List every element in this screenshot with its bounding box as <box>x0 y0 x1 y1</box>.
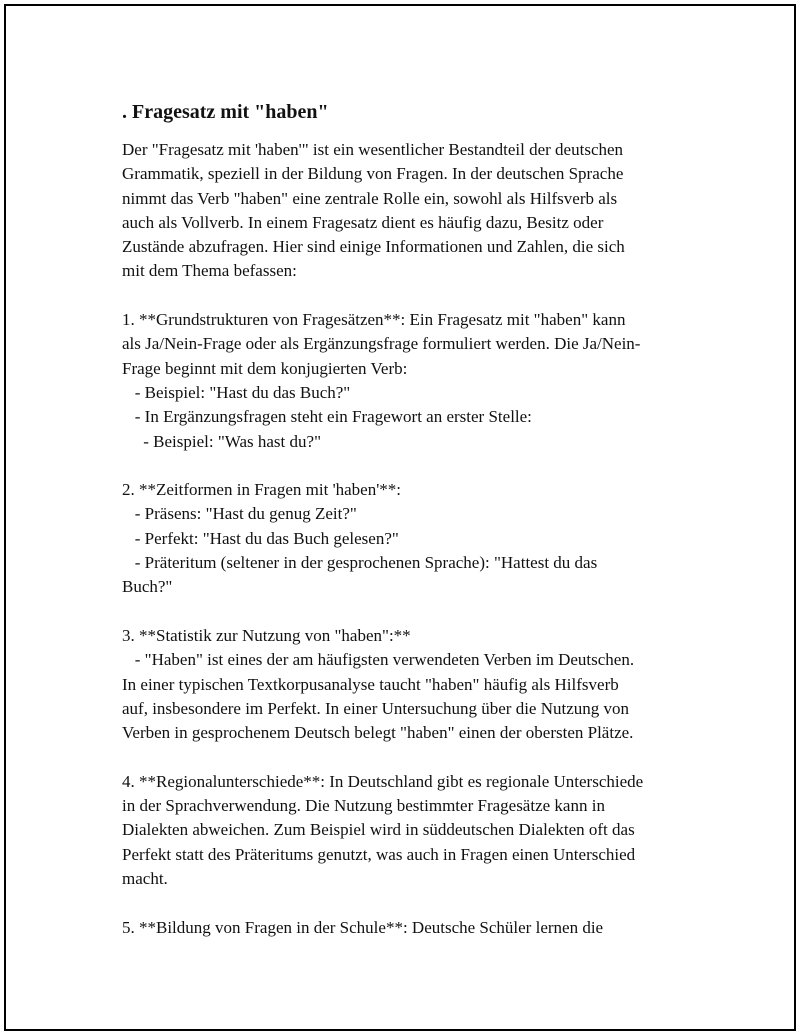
section-bildung-schule: 5. **Bildung von Fragen in der Schule**: Deutsche Schüler lernen die <box>122 917 604 937</box>
page-frame <box>4 4 796 1031</box>
paragraph-gap <box>122 600 702 624</box>
section-zeitformen: 2. **Zeitformen in Fragen mit 'haben'**: - Präsens: "Hast du genug Zeit?" - Perfekt: "Hast du das Buch gelesen?" - Präteritum (seltener in der gesprochenen Sprache): "Hattest du das Buch?" <box>122 480 598 597</box>
document-body <box>122 100 702 940</box>
paragraph-gap <box>122 891 702 915</box>
paragraph-gap <box>122 745 702 769</box>
paragraph-gap <box>122 284 702 308</box>
section-regionalunterschiede: 4. **Regionalunterschiede**: In Deutschland gibt es regionale Unterschiede in der Sprachverwendung. Die Nutzung bestimmter Fragesätze kann in Dialekten abweichen. Zum Beispiel wird in süddeutschen Dialekten oft das Perfekt statt des Präteritums genutzt, was auch in Fragen einen Unterschied macht. <box>122 771 644 888</box>
page-title: . Fragesatz mit "haben" <box>122 101 329 123</box>
paragraph-gap <box>122 454 702 478</box>
intro-paragraph: Der "Fragesatz mit 'haben'" ist ein wesentlicher Bestandteil der deutschen Grammatik, speziell in der Bildung von Fragen. In der deutschen Sprache nimmt das Verb "haben" eine zentrale Rolle ein, sowohl als Hilfsverb als auch als Vollverb. In einem Fragesatz dient es häufig dazu, Besitz oder Zustände abzufragen. Hier sind einige Informationen und Zahlen, die sich mit dem Thema befassen: <box>122 140 625 281</box>
section-statistik: 3. **Statistik zur Nutzung von "haben":** - "Haben" ist eines der am häufigsten verwendeten Verben im Deutschen. In einer typischen Textkorpusanalyse taucht "haben" häufig als Hilfsverb auf, insbesondere im Perfekt. In einer Untersuchung über die Nutzung von Verben in gesprochenem Deutsch belegt "haben" einen der obersten Plätze. <box>122 625 635 743</box>
section-grundstrukturen: 1. **Grundstrukturen von Fragesätzen**: Ein Fragesatz mit "haben" kann als Ja/Nein-Frage oder als Ergänzungsfrage formuliert werden. Die Ja/Nein- Frage beginnt mit dem konjugierten Verb: - Beispiel: "Hast du das Buch?" - In Ergänzungsfragen steht ein Fragewort an erster Stelle: - Beispiel: "Was hast du?" <box>122 310 641 451</box>
